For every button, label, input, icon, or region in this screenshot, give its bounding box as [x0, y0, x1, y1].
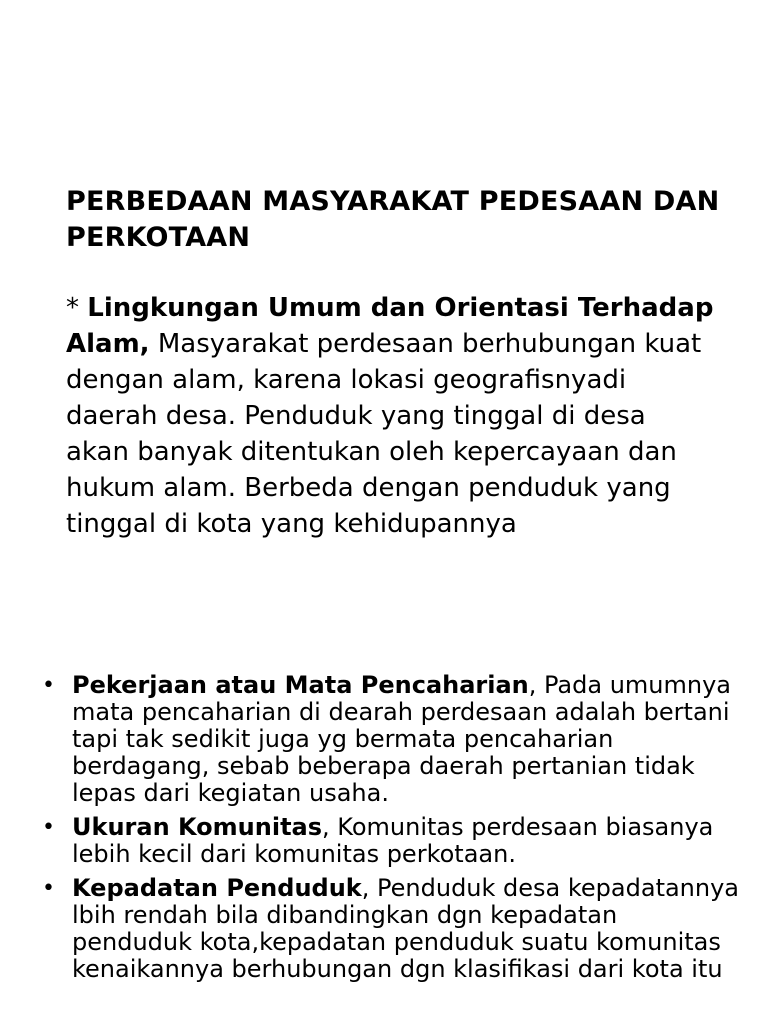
list-item-heading: Ukuran Komunitas — [72, 813, 323, 841]
list-item-heading: Pekerjaan atau Mata Pencaharian — [72, 671, 529, 699]
list-item — [40, 672, 740, 807]
list-item-text: , Pada umumnya mata pencaharian di dearah perdesaan adalah bertani tapi tak sedikit juga yg bermata pencaharian berdagang, sebab beberapa daerah pertanian tidak lepas dari kegiatan usaha. — [72, 671, 731, 807]
section-paragraph — [66, 290, 716, 542]
bullet-icon: • — [42, 876, 55, 901]
section-marker: * — [66, 293, 79, 323]
list-item — [40, 875, 740, 983]
list-item-heading: Kepadatan Penduduk — [72, 874, 362, 902]
page-title: PERBEDAAN MASYARAKAT PEDESAAN DAN PERKOTAAN — [66, 186, 720, 253]
section-text: Masyarakat perdesaan berhubungan kuat dengan alam, karena lokasi geografisnyadi daerah desa. Penduduk yang tinggal di desa akan banyak ditentukan oleh kepercayaan dan hukum alam. Berbeda dengan penduduk yang tinggal di kota yang kehidupannya — [66, 329, 702, 539]
section-heading: Lingkungan Umum dan Orientasi Terhadap Alam, — [66, 293, 714, 359]
list-item-text: , Penduduk desa kepadatannya lbih rendah bila dibandingkan dgn kepadatan penduduk kota,kepadatan penduduk suatu komunitas kenaikannya berhubungan dgn klasifikasi dari kota itu — [72, 874, 740, 983]
list-item — [40, 814, 740, 868]
bullet-icon: • — [42, 673, 55, 698]
list-item-text: , Komunitas perdesaan biasanya lebih kecil dari komunitas perkotaan. — [72, 813, 714, 868]
bullet-icon: • — [42, 815, 55, 840]
bullet-list — [40, 672, 740, 990]
